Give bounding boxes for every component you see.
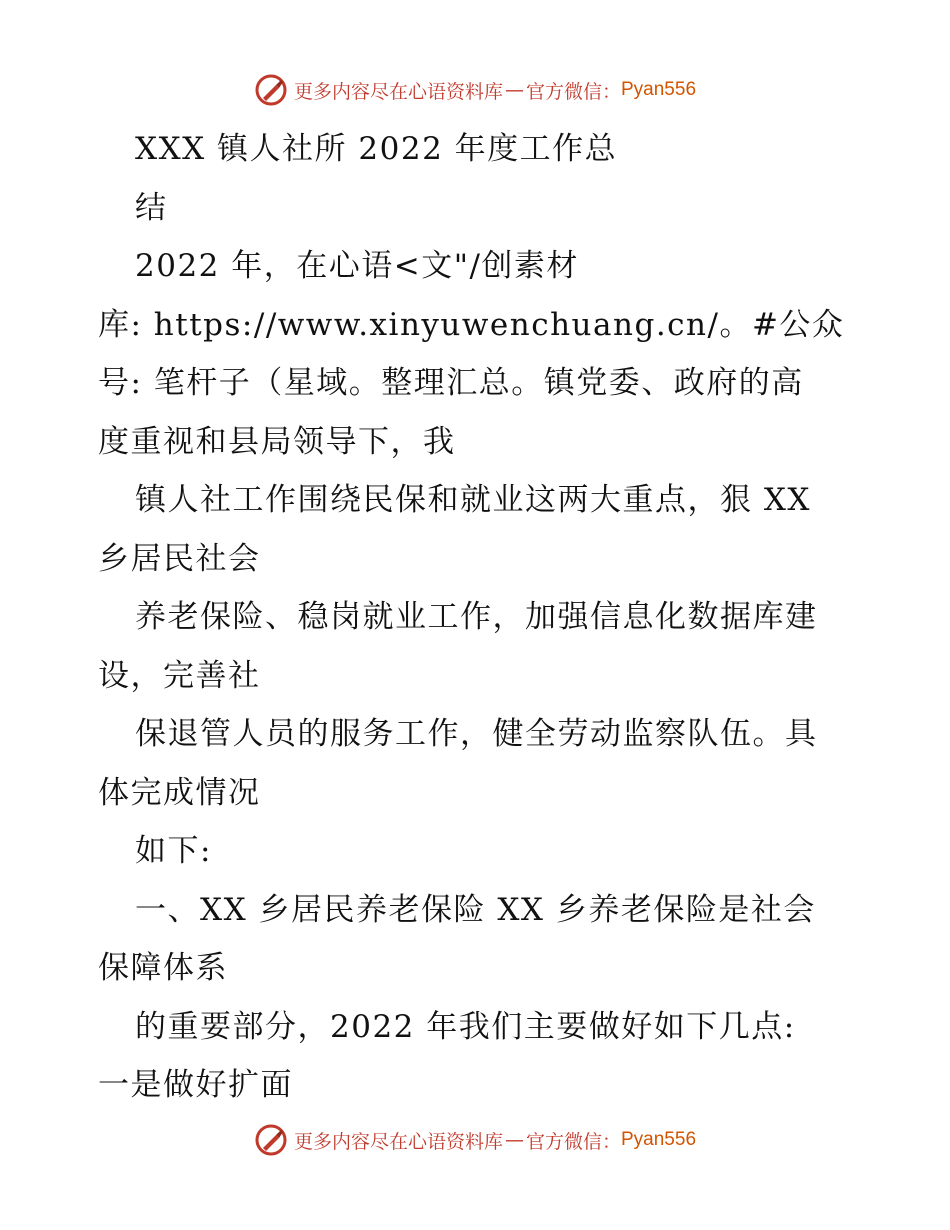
text-line: 乡居民社会 xyxy=(98,540,261,577)
watermark-label: 官方微信： xyxy=(525,80,621,103)
text-line: 设，完善社 xyxy=(98,657,261,694)
header-watermark xyxy=(0,70,950,110)
text-line: XXX 镇人社所 2022 年度工作总 xyxy=(135,131,618,167)
watermark-dash: — xyxy=(504,79,524,101)
text-line: 一是做好扩面 xyxy=(98,1067,293,1103)
text-line: 一、XX 乡居民养老保险 XX 乡养老保险是社会 xyxy=(135,891,816,928)
text-line: 镇人社工作围绕民保和就业这两大重点，狠 XX xyxy=(135,482,811,518)
watermark-wechat-id: Pyan556 xyxy=(621,79,697,100)
text-line: 结 xyxy=(135,189,168,226)
watermark-dash: — xyxy=(504,1129,524,1151)
footer-watermark xyxy=(0,1120,950,1160)
pen-logo-icon xyxy=(254,1123,288,1157)
text-line: 如下: xyxy=(135,833,212,869)
text-line: 号: 笔杆子（星域。整理汇总。镇党委、政府的高 xyxy=(98,365,804,401)
text-line: 保退管人员的服务工作，健全劳动监察队伍。具 xyxy=(135,716,818,752)
watermark-text: 更多内容尽在心语资料库 xyxy=(293,80,503,103)
text-line: 体完成情况 xyxy=(98,774,261,811)
text-line: 的重要部分，2022 年我们主要做好如下几点: xyxy=(135,1008,796,1045)
watermark-label: 官方微信： xyxy=(525,1130,621,1153)
watermark-wechat-id: Pyan556 xyxy=(621,1129,697,1150)
text-line: 养老保险、稳岗就业工作，加强信息化数据库建 xyxy=(135,599,818,635)
pen-logo-icon xyxy=(254,73,288,107)
watermark-text: 更多内容尽在心语资料库 xyxy=(293,1130,503,1153)
text-line: 2022 年，在心语<文"/创素材 xyxy=(135,248,579,284)
text-line: 保障体系 xyxy=(98,950,228,986)
text-line: 度重视和县局领导下，我 xyxy=(98,423,456,460)
document-body xyxy=(98,120,858,1115)
text-line: 库: https://www.xinyuwenchuang.cn/。#公众 xyxy=(98,306,845,343)
